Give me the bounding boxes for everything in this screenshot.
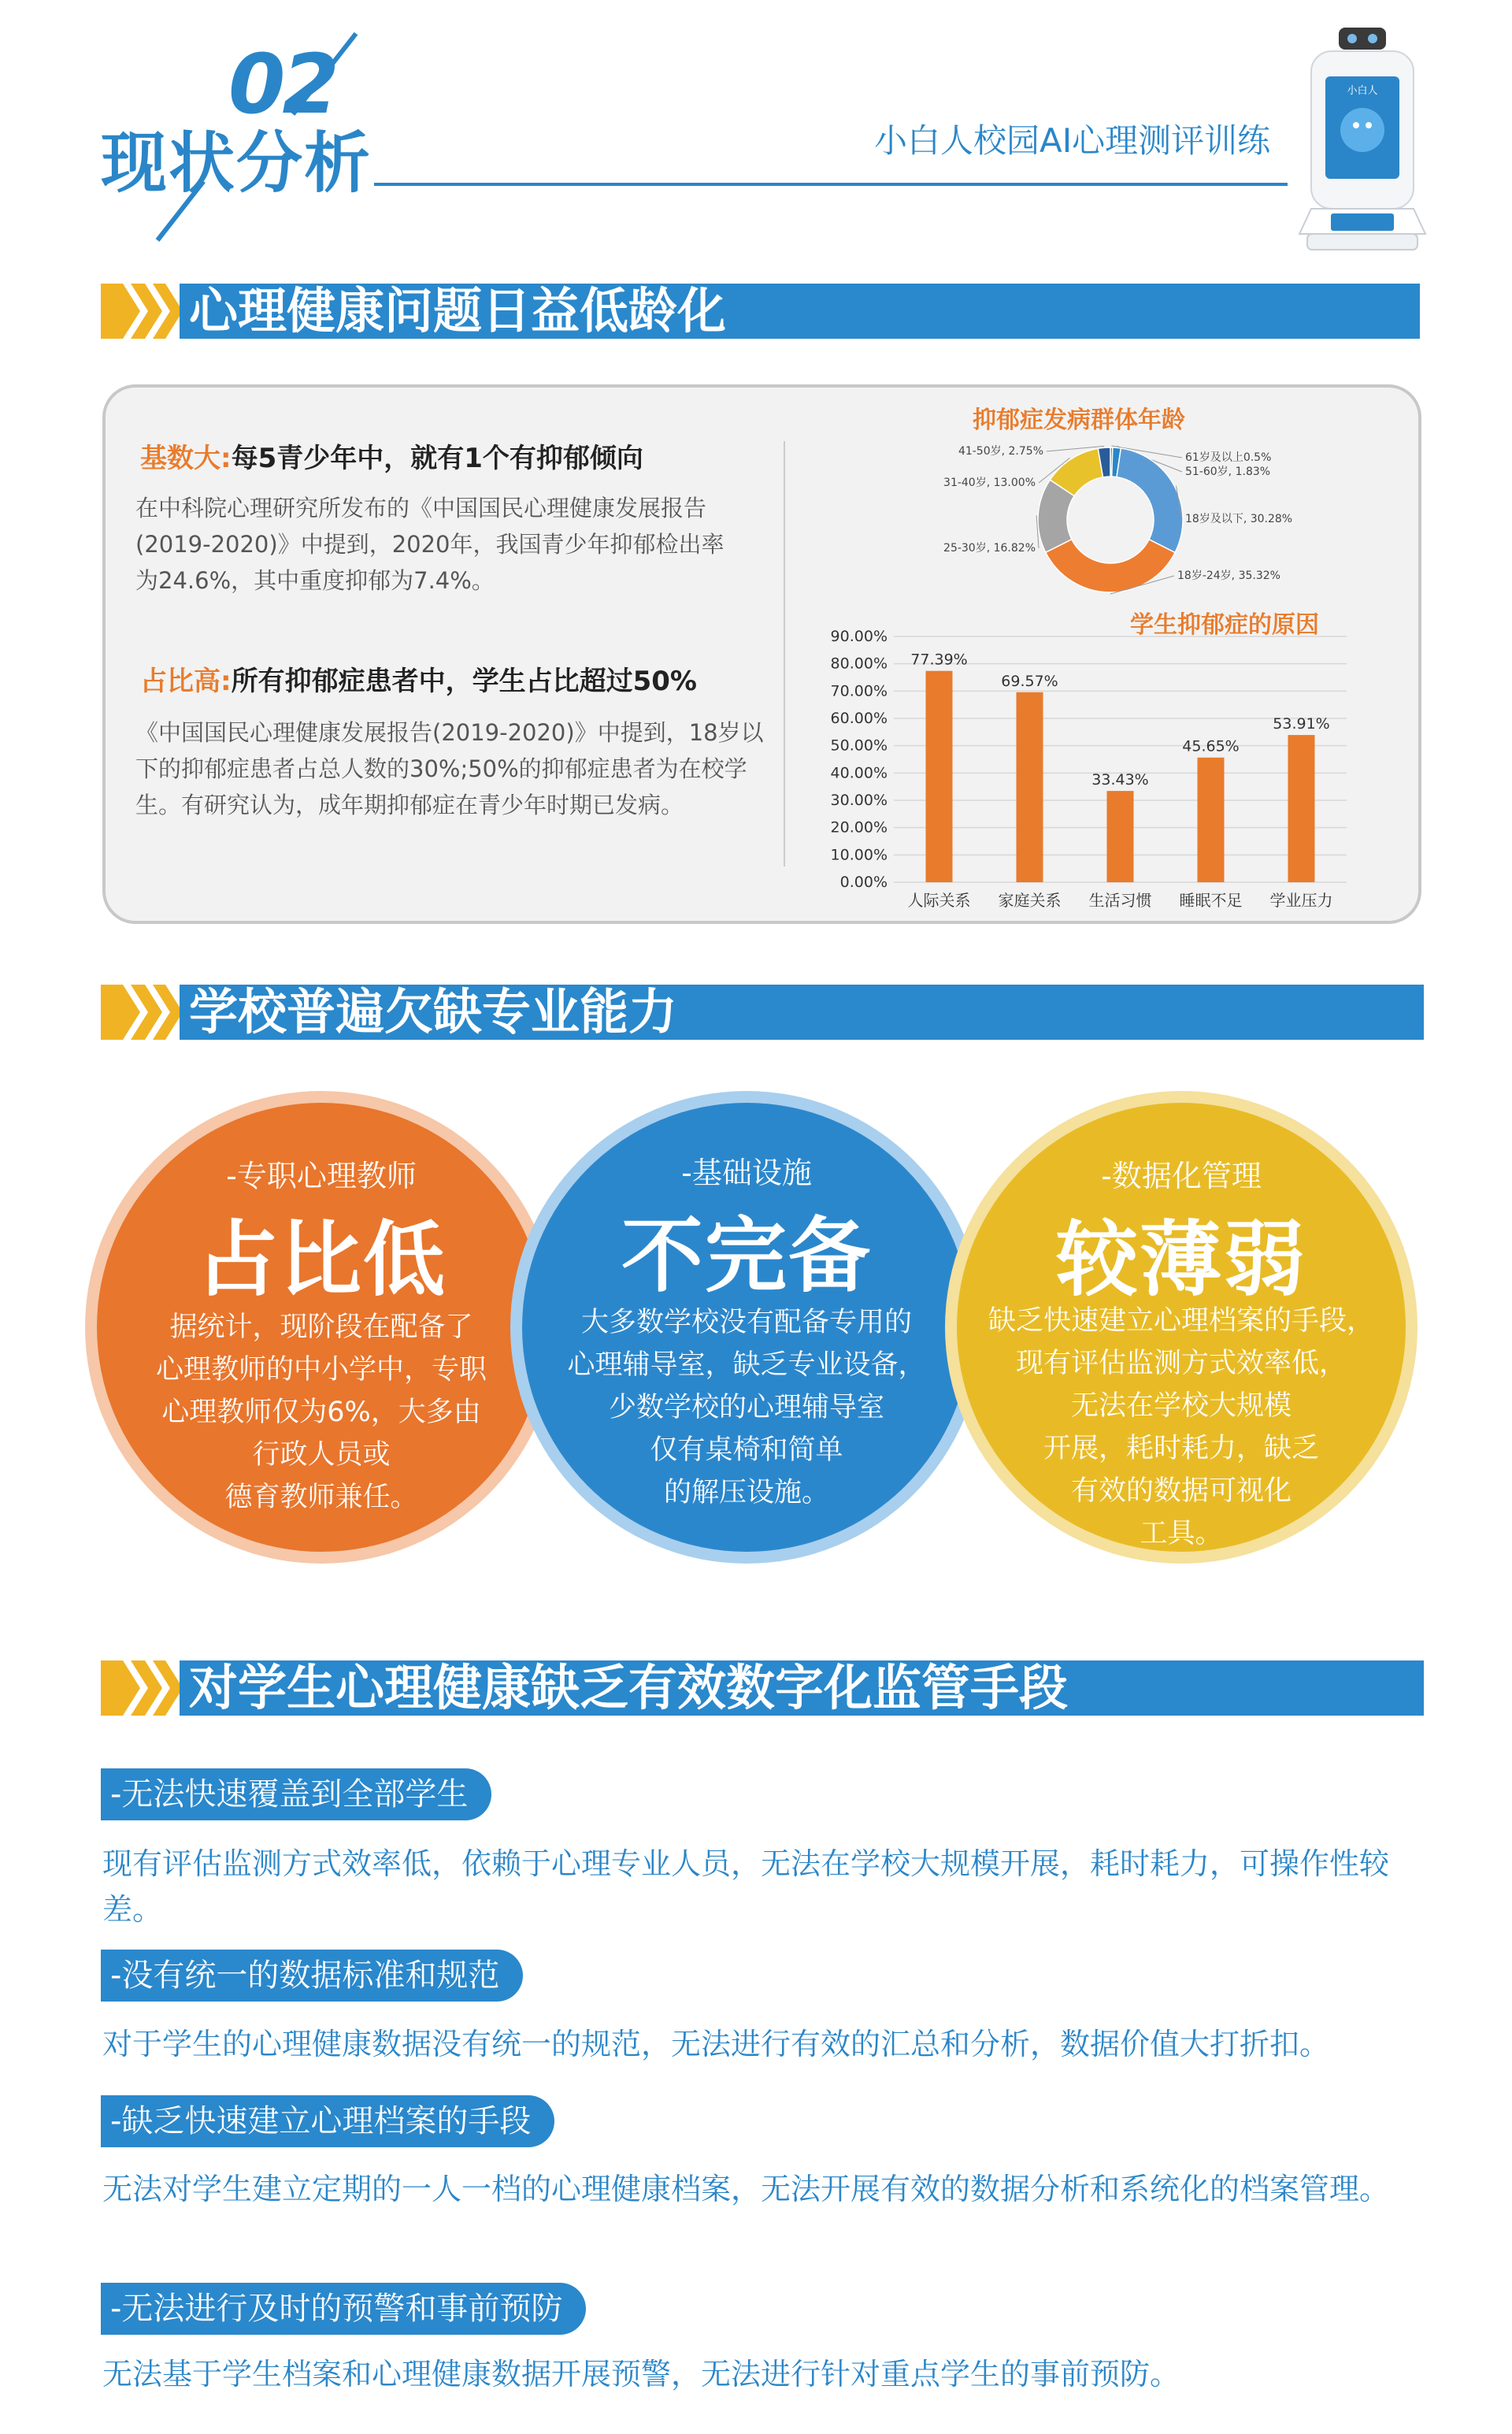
stat-highlight: 基数大: — [140, 443, 232, 474]
y-tick-label: 10.00% — [830, 846, 888, 864]
stat-heading-2 — [140, 666, 697, 697]
y-tick-label: 20.00% — [830, 818, 888, 837]
y-tick-label: 60.00% — [830, 710, 888, 727]
circle-subtitle: -基础设施 — [681, 1156, 812, 1190]
x-tick-label: 睡眠不足 — [1179, 891, 1243, 910]
y-tick-label: 90.00% — [830, 628, 888, 645]
stat-highlight: 占比高: — [140, 666, 232, 697]
x-tick-label: 学业压力 — [1269, 891, 1333, 910]
issue-label-2: -没有统一的数据标准和规范 — [101, 1950, 523, 2002]
circle-body: 大多数学校没有配备专用的 心理辅导室，缺乏专业设备， 少数学校的心理辅导室 仅有桌椅和简单 的解压设施。 — [567, 1307, 926, 1508]
section-title-bar — [180, 284, 1420, 339]
issue-label-1: -无法快速覆盖到全部学生 — [101, 1768, 491, 1820]
svg-text:小白人: 小白人 — [1347, 85, 1378, 97]
circle-headline: 占比低 — [195, 1211, 447, 1308]
bar-chart — [803, 622, 1354, 922]
circle-facilities — [522, 1103, 971, 1552]
circle-teachers — [97, 1103, 546, 1552]
robot-kiosk-image — [1295, 28, 1429, 256]
section-title: 心理健康问题日益低龄化 — [189, 282, 727, 339]
circle-body: 据统计，现阶段在配备了 心理教师的中小学中，专职 心理教师仅为6%，大多由 行政人员或 德育教师兼任。 — [155, 1312, 487, 1513]
bar-chart-title: 学生抑郁症的原因 — [1130, 611, 1319, 639]
bar — [1017, 692, 1043, 882]
issue-label-4: -无法进行及时的预警和事前预防 — [101, 2283, 586, 2335]
donut-chart — [874, 437, 1347, 603]
header-rule — [374, 183, 1288, 186]
circle-headline: 不完备 — [621, 1208, 872, 1304]
stat-heading-1 — [140, 443, 643, 474]
donut-label: 25-30岁, 16.82% — [943, 542, 1036, 555]
x-tick-label: 家庭关系 — [998, 891, 1062, 910]
donut-chart-title: 抑郁症发病群体年龄 — [973, 406, 1185, 434]
issue-body-3: 无法对学生建立定期的一人一档的心理健康档案，无法开展有效的数据分析和系统化的档案管理。 — [102, 2172, 1390, 2206]
issue-label-3: -缺乏快速建立心理档案的手段 — [101, 2095, 554, 2147]
y-tick-label: 40.00% — [830, 764, 888, 782]
y-tick-label: 70.00% — [830, 682, 888, 700]
bar — [926, 671, 953, 882]
brand-subtitle: 小白人校园AI心理测评训练 — [874, 121, 1271, 160]
y-tick-label: 30.00% — [830, 792, 888, 809]
section-title-bar — [180, 985, 1424, 1040]
donut-label: 18岁-24岁, 35.32% — [1177, 570, 1280, 582]
chevron-arrows-icon — [101, 985, 187, 1040]
bar-value-label: 53.91% — [1273, 715, 1330, 733]
section-title: 学校普遍欠缺专业能力 — [189, 983, 678, 1041]
circle-body: 缺乏快速建立心理档案的手段， 现有评估监测方式效率低， 无法在学校大规模 开展，耗时耗力，缺乏 有效的数据可视化 工具。 — [988, 1305, 1374, 1549]
stat-heading-text: 所有抑郁症患者中，学生占比超过50% — [231, 666, 697, 697]
circle-headline: 较薄弱 — [1055, 1211, 1306, 1308]
section-title-bar — [180, 1660, 1424, 1716]
donut-slice — [1046, 540, 1175, 592]
donut-label: 61岁及以上0.5% — [1185, 451, 1272, 464]
panel-divider — [784, 441, 785, 866]
issue-body-2: 对于学生的心理健康数据没有统一的规范，无法进行有效的汇总和分析，数据价值大打折扣。 — [102, 2027, 1330, 2061]
bar-value-label: 77.39% — [910, 651, 968, 669]
stat-heading-text: 每5青少年中，就有1个有抑郁倾向 — [231, 443, 643, 474]
chevron-arrows-icon — [101, 284, 187, 339]
y-tick-label: 50.00% — [830, 737, 888, 755]
y-tick-label: 0.00% — [839, 874, 888, 891]
circle-subtitle: -数据化管理 — [1101, 1159, 1262, 1193]
y-tick-label: 80.00% — [830, 655, 888, 673]
bar-value-label: 69.57% — [1001, 672, 1058, 690]
donut-label: 31-40岁, 13.00% — [943, 477, 1036, 489]
bar — [1107, 791, 1134, 882]
stat-body-2: 《中国国民心理健康发展报告(2019-2020)》中提到，18岁以下的抑郁症患者占总人数的30%;50%的抑郁症患者为在校学生。有研究认为，成年期抑郁症在青少年时期已发病。 — [135, 719, 764, 818]
section-title: 对学生心理健康缺乏有效数字化监管手段 — [189, 1659, 1069, 1716]
bar-value-label: 45.65% — [1182, 737, 1240, 755]
x-tick-label: 人际关系 — [907, 891, 971, 910]
issue-body-4: 无法基于学生档案和心理健康数据开展预警，无法进行针对重点学生的事前预防。 — [102, 2357, 1180, 2391]
bar-value-label: 33.43% — [1091, 771, 1149, 789]
circle-subtitle: -专职心理教师 — [226, 1159, 417, 1193]
stat-body-1: 在中科院心理研究所发布的《中国国民心理健康发展报告(2019-2020)》中提到，2020年，我国青少年抑郁检出率为24.6%，其中重度抑郁为7.4%。 — [135, 495, 724, 594]
issue-body-1: 现有评估监测方式效率低，依赖于心理专业人员，无法在学校大规模开展，耗时耗力，可操作性较差。 — [102, 1846, 1390, 1927]
donut-label: 51-60岁, 1.83% — [1185, 466, 1271, 478]
page-title: 现状分析 — [101, 124, 372, 202]
donut-slice — [1117, 448, 1183, 553]
donut-label: 18岁及以下, 30.28% — [1185, 513, 1293, 525]
chevron-arrows-icon — [101, 1660, 187, 1716]
bar — [1198, 758, 1225, 882]
circle-data-management — [957, 1103, 1406, 1552]
donut-label: 41-50岁, 2.75% — [958, 445, 1043, 458]
x-tick-label: 生活习惯 — [1088, 891, 1152, 910]
bar — [1288, 735, 1315, 882]
section-number: 02 — [228, 36, 336, 132]
